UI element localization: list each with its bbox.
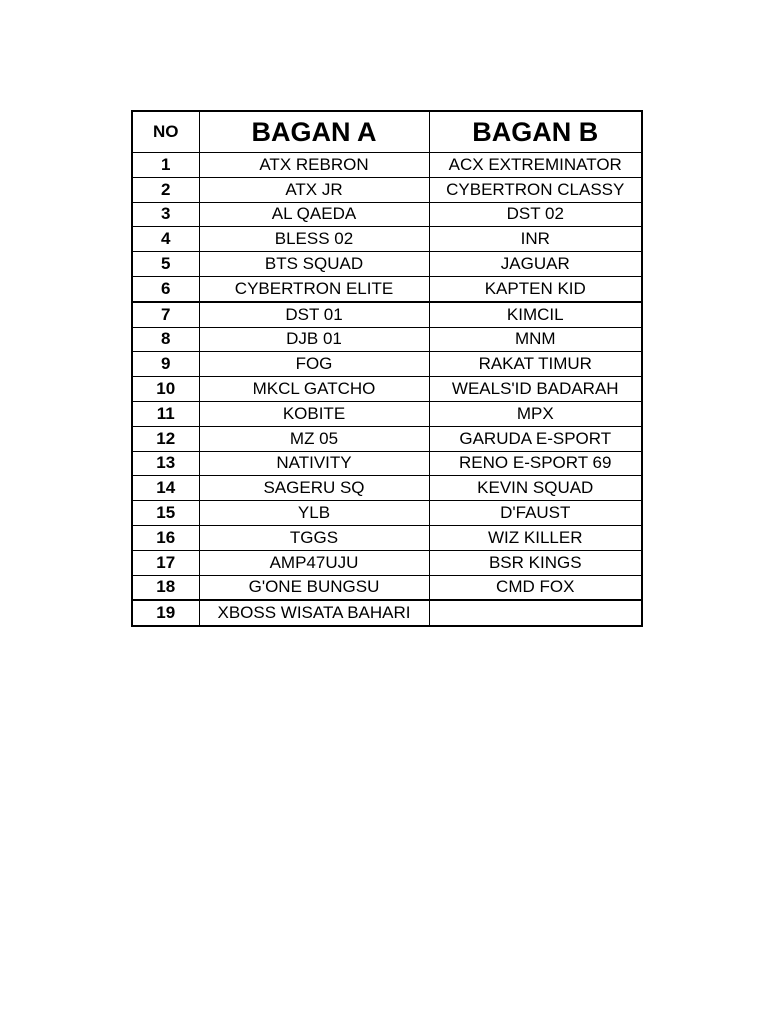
row-number: 2 <box>132 177 199 202</box>
team-group-b: GARUDA E-SPORT <box>429 426 642 451</box>
table-row <box>132 575 642 600</box>
table-row <box>132 227 642 252</box>
team-group-a: FOG <box>199 352 429 377</box>
team-group-a: XBOSS WISATA BAHARI <box>199 600 429 626</box>
bracket-table <box>131 110 643 627</box>
team-group-a: NATIVITY <box>199 451 429 476</box>
team-group-b: WIZ KILLER <box>429 525 642 550</box>
team-group-a: MZ 05 <box>199 426 429 451</box>
team-group-b: INR <box>429 227 642 252</box>
team-group-a: DJB 01 <box>199 327 429 352</box>
row-number: 10 <box>132 377 199 402</box>
team-group-b: KEVIN SQUAD <box>429 476 642 501</box>
bracket-sheet <box>131 110 641 627</box>
table-header <box>132 111 642 153</box>
table-row <box>132 276 642 301</box>
row-number: 14 <box>132 476 199 501</box>
team-group-a: SAGERU SQ <box>199 476 429 501</box>
row-number: 6 <box>132 276 199 301</box>
table-row <box>132 252 642 277</box>
header-row <box>132 111 642 153</box>
team-group-b: BSR KINGS <box>429 550 642 575</box>
row-number: 16 <box>132 525 199 550</box>
team-group-a: DST 01 <box>199 302 429 327</box>
table-row <box>132 426 642 451</box>
row-number: 7 <box>132 302 199 327</box>
row-number: 18 <box>132 575 199 600</box>
table-row <box>132 327 642 352</box>
table-row <box>132 202 642 227</box>
team-group-a: CYBERTRON ELITE <box>199 276 429 301</box>
table-row <box>132 302 642 327</box>
team-group-b: MPX <box>429 401 642 426</box>
team-group-b: DST 02 <box>429 202 642 227</box>
table-row <box>132 352 642 377</box>
team-group-a: YLB <box>199 501 429 526</box>
row-number: 4 <box>132 227 199 252</box>
row-number: 11 <box>132 401 199 426</box>
team-group-a: TGGS <box>199 525 429 550</box>
team-group-a: ATX REBRON <box>199 153 429 178</box>
table-row <box>132 401 642 426</box>
table-row <box>132 550 642 575</box>
team-group-b: ACX EXTREMINATOR <box>429 153 642 178</box>
table-row <box>132 525 642 550</box>
team-group-a: ATX JR <box>199 177 429 202</box>
table-row <box>132 501 642 526</box>
row-number: 1 <box>132 153 199 178</box>
column-header-group-b: BAGAN B <box>429 111 642 153</box>
table-row <box>132 451 642 476</box>
team-group-b: RENO E-SPORT 69 <box>429 451 642 476</box>
team-group-b: KIMCIL <box>429 302 642 327</box>
column-header-no: NO <box>132 111 199 153</box>
team-group-b: KAPTEN KID <box>429 276 642 301</box>
team-group-b: D'FAUST <box>429 501 642 526</box>
team-group-b: CMD FOX <box>429 575 642 600</box>
row-number: 8 <box>132 327 199 352</box>
team-group-a: BTS SQUAD <box>199 252 429 277</box>
team-group-b: RAKAT TIMUR <box>429 352 642 377</box>
team-group-b: CYBERTRON CLASSY <box>429 177 642 202</box>
team-group-a: AMP47UJU <box>199 550 429 575</box>
team-group-a: MKCL GATCHO <box>199 377 429 402</box>
table-row <box>132 177 642 202</box>
column-header-group-a: BAGAN A <box>199 111 429 153</box>
team-group-b: MNM <box>429 327 642 352</box>
row-number: 3 <box>132 202 199 227</box>
row-number: 5 <box>132 252 199 277</box>
row-number: 15 <box>132 501 199 526</box>
row-number: 12 <box>132 426 199 451</box>
row-number: 9 <box>132 352 199 377</box>
table-row <box>132 153 642 178</box>
team-group-b <box>429 600 642 626</box>
row-number: 13 <box>132 451 199 476</box>
team-group-a: AL QAEDA <box>199 202 429 227</box>
table-row <box>132 600 642 626</box>
table-row <box>132 377 642 402</box>
team-group-b: WEALS'ID BADARAH <box>429 377 642 402</box>
team-group-a: KOBITE <box>199 401 429 426</box>
team-group-a: G'ONE BUNGSU <box>199 575 429 600</box>
row-number: 17 <box>132 550 199 575</box>
table-row <box>132 476 642 501</box>
table-body <box>132 153 642 627</box>
row-number: 19 <box>132 600 199 626</box>
team-group-b: JAGUAR <box>429 252 642 277</box>
team-group-a: BLESS 02 <box>199 227 429 252</box>
